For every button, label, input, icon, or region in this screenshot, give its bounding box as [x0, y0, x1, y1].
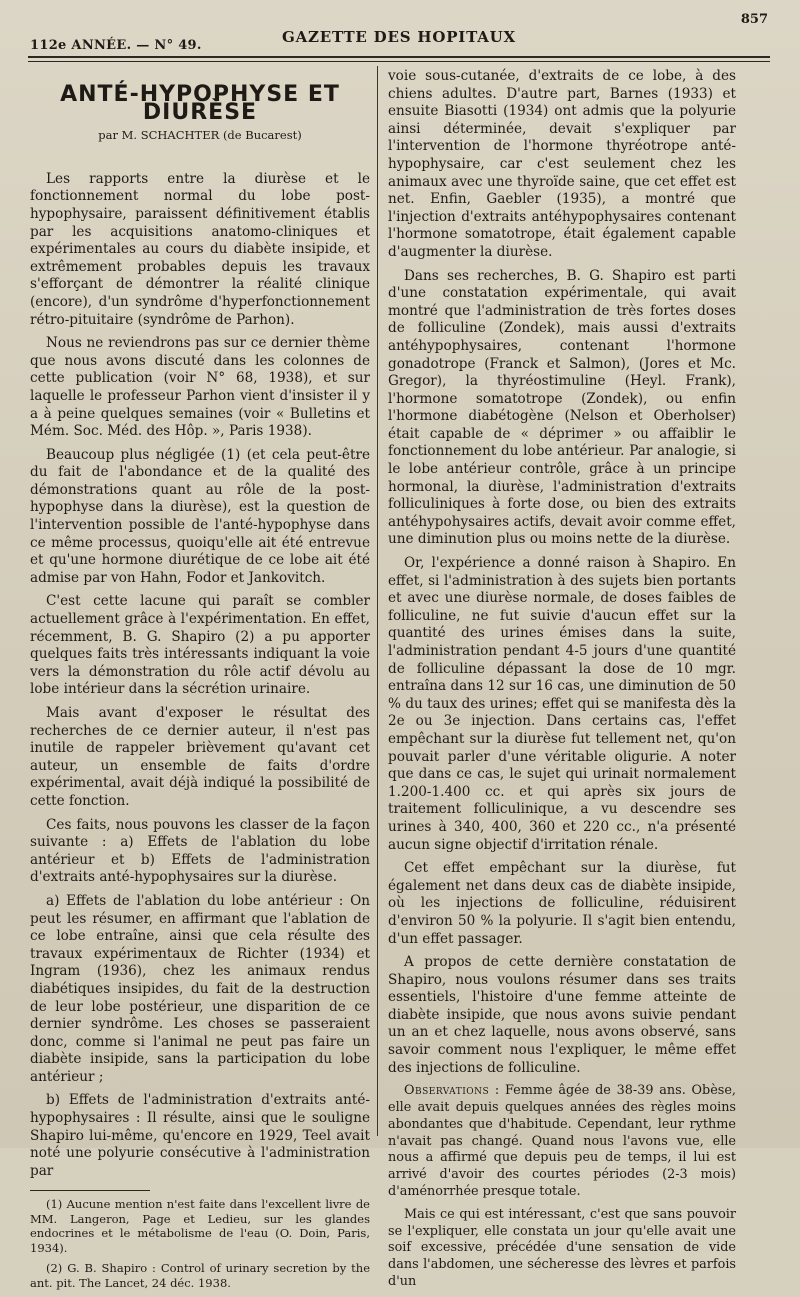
paragraph: Beaucoup plus négligée (1) (et cela peut-être du fait de l'abondance et de la qualité des démonstrations quant au rôle de la post-hypophyse dans la diurèse), est la question de l'intervention possible de l'anté-hypophyse dans ce même processus, quoiqu'elle ait été entrevue et qu'une hormone diurétique de ce lobe ait été admise par von Hahn, Fodor et Jankovitch.: [30, 446, 370, 586]
header-rule-thin: [28, 61, 770, 62]
issue-line: 112e ANNÉE. — N° 49.: [30, 38, 202, 53]
paragraph: Mais avant d'exposer le résultat des recherches de ce dernier auteur, il n'est pas inutile de rappeler brièvement qu'avant cet auteur, un ensemble de faits d'ordre expérimental, avait déjà indiqué la possibilité de cette fonction.: [30, 705, 370, 809]
article-byline: par M. SCHACHTER (de Bucarest): [98, 128, 302, 143]
article-title: ANTÉ-HYPOPHYSE ET DIURÈSE: [60, 82, 340, 125]
page-header: [28, 8, 770, 58]
observation-label: Observations: [404, 1083, 490, 1099]
left-column: [30, 68, 370, 1296]
page-number: 857: [740, 12, 768, 27]
footnote-rule: [30, 1190, 150, 1191]
footnote: (2) G. B. Shapiro : Control of urinary secretion by the ant. pit. The Lancet, 24 déc. 1938.: [30, 1261, 370, 1290]
journal-name: GAZETTE DES HOPITAUX: [281, 28, 516, 46]
observation-text: : Femme âgée de 38-39 ans. Obèse, elle avait depuis quelques années des règles moins abondantes que d'habitude. Cependant, leur rythme n'avait pas changé. Quand nous l'avons vue, elle nous a affirmé que depuis peu de temps, il lui est arrivé d'avoir des courtes périodes (2-3 mois) d'aménorrhée presque totale.: [388, 1083, 736, 1200]
paragraph: Dans ses recherches, B. G. Shapiro est parti d'une constatation expérimentale, qui avait montré que l'administration de très fortes doses de folliculine (Zondek), mais aussi d'extraits antéhypophysaires, contenant l'hormone gonadotrope (Franck et Salmon), (Jores et Mc. Gregor), la thyréostimuline (Heyl. Frank), l'hormone somatotrope (Zondek), ou enfin l'hormone diabétogène (Nelson et Oberholser) était capable de « déprimer » ou affaiblir le fonctionnement du lobe antérieur. Par analogie, si le lobe antérieur contrôle, grâce à un principe hormonal, la diurèse, l'administration d'extraits folliculiniques à forte dose, ou bien des extraits antéhypohysaires actifs, devait avoir comme effet, une diminution plus ou moins nette de la diurèse.: [388, 267, 736, 548]
paragraph: b) Effets de l'administration d'extraits anté-hypophysaires : Il résulte, ainsi que le souligne Shapiro lui-même, qu'encore en 1929, Teel avait noté une polyurie consécutive à l'administration par: [30, 1092, 370, 1179]
paragraph: Ces faits, nous pouvons les classer de la façon suivante : a) Effets de l'ablation du lobe antérieur et b) Effets de l'administration d'extraits anté-hypophysaires sur la diurèse.: [30, 816, 370, 886]
paragraph: A propos de cette dernière constatation de Shapiro, nous voulons résumer dans ses traits essentiels, l'histoire d'une femme atteinte de diabète insipide, que nous avons suivie pendant un an et chez laquelle, nous avons observé, sans savoir comment nous l'expliquer, le même effet des injections de folliculine.: [388, 954, 736, 1076]
header-rule: [28, 56, 770, 58]
paragraph: voie sous-cutanée, d'extraits de ce lobe, à des chiens adultes. D'autre part, Barnes (1933) et ensuite Biasotti (1934) ont admis que la polyurie ainsi déterminée, devait s'expliquer par l'intervention de l'hormone thyréotrope anté-hypophysaire, car c'est seulement chez les animaux avec une thyroïde saine, que cet effet est net. Enfin, Gaebler (1935), a montré que l'injection d'extraits antéhypophysaires contenant l'hormone somatotrope, était également capable d'augmenter la diurèse.: [388, 68, 736, 260]
observation-paragraph: [388, 1083, 736, 1201]
column-divider: [377, 66, 378, 1136]
paragraph: a) Effets de l'ablation du lobe antérieur : On peut les résumer, en affirmant que l'ablation de ce lobe entraîne, ainsi que cela résulte des travaux expérimentaux de Richter (1934) et Ingram (1936), chez les animaux rendus diabétiques insipides, du fait de la destruction de leur lobe postérieur, une disparition de ce dernier syndrôme. Les choses se passeraient donc, comme si l'animal ne peut pas faire un diabète insipide, sans la participation du lobe antérieur ;: [30, 892, 370, 1085]
paragraph: Or, l'expérience a donné raison à Shapiro. En effet, si l'administration à des sujets bien portants et avec une diurèse normale, de doses faibles de folliculine, ne fut suivie d'aucun effet sur la quantité des urines émises dans la suite, l'administration pendant 4-5 jours d'une quantité de folliculine dépassant la dose de 10 mgr. entraîna dans 12 sur 16 cas, une diminution de 50 % du taux des urines; effet qui se manifesta dès la 2e ou 3e injection. Dans certains cas, l'effet empêchant sur la diurèse fut tellement net, qu'on pouvait parler d'une véritable oligurie. A noter que dans ce cas, le sujet qui urinait normalement 1.200-1.400 cc. et qui après six jours de traitement folliculinique, a vu descendre ses urines à 340, 400, 360 et 220 cc., n'a présenté aucun signe objectif d'irritation rénale.: [388, 555, 736, 853]
right-column: [388, 68, 736, 1297]
paragraph: Mais ce qui est intéressant, c'est que sans pouvoir se l'expliquer, elle constata un jour qu'elle avait une soif excessive, précédée d'une sensation de vide dans l'abdomen, une sécheresse des lèvres et parfois d'un: [388, 1206, 736, 1290]
paragraph: C'est cette lacune qui paraît se combler actuellement grâce à l'expérimentation. En effet, récemment, B. G. Shapiro (2) a pu apporter quelques faits très intéressants indiquant la voie vers la démonstration du rôle actif dévolu au lobe intérieur dans la sécrétion urinaire.: [30, 593, 370, 698]
paragraph: Nous ne reviendrons pas sur ce dernier thème que nous avons discuté dans les colonnes de cette publication (voir N° 68, 1938), et sur laquelle le professeur Parhon vient d'insister il y a à peine quelques semaines (voir « Bulletins et Mém. Soc. Méd. des Hôp. », Paris 1938).: [30, 335, 370, 440]
footnote: (1) Aucune mention n'est faite dans l'excellent livre de MM. Langeron, Page et Ledieu, sur les glandes endocrines et le métabolisme de l'eau (O. Doin, Paris, 1934).: [30, 1197, 370, 1255]
paragraph: Les rapports entre la diurèse et le fonctionnement normal du lobe post-hypophysaire, paraissent définitivement établis par les acquisitions anatomo-cliniques et expérimentales au cours du diabète insipide, et extrêmement probables depuis les travaux s'efforçant de démontrer la réalité clinique (encore), d'un syndrôme d'hyperfonctionnement rétro-pituitaire (syndrôme de Parhon).: [30, 170, 370, 328]
paragraph: Cet effet empêchant sur la diurèse, fut également net dans deux cas de diabète insipide, où les injections de folliculine, réduisirent d'environ 50 % la polyurie. Il s'agit bien entendu, d'un effet passager.: [388, 860, 736, 947]
